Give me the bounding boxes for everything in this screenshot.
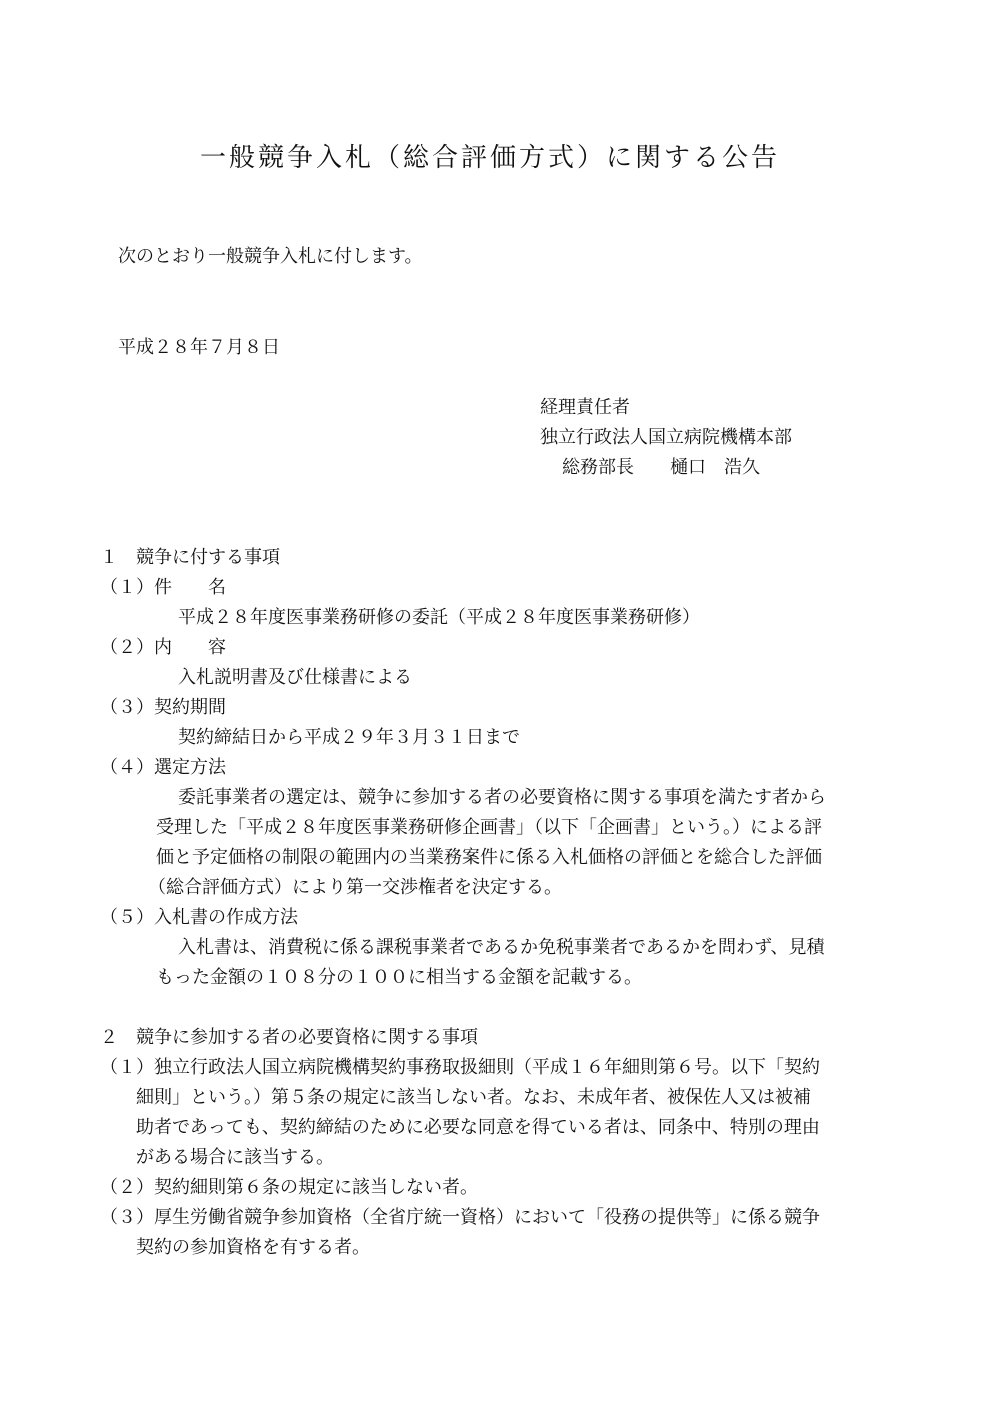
intro-text: 次のとおり一般競争入札に付します。 xyxy=(118,246,423,267)
item-2-1-line: （１）独立行政法人国立病院機構契約事務取扱細則（平成１６年細則第６号。以下「契約 xyxy=(100,1057,820,1078)
item-1-3-label: （３）契約期間 xyxy=(100,697,226,718)
item-1-5-label: （５）入札書の作成方法 xyxy=(100,907,298,928)
section-1-heading: １ 競争に付する事項 xyxy=(100,547,280,568)
item-2-3-line: （３）厚生労働省競争参加資格（全省庁統一資格）において「役務の提供等」に係る競争 xyxy=(100,1207,820,1228)
item-1-5-line: 入札書は、消費税に係る課税事業者であるか免税事業者であるかを問わず、見積 xyxy=(178,937,825,958)
item-2-1-line: 細則」という。）第５条の規定に該当しない者。なお、未成年者、被保佐人又は被補 xyxy=(136,1087,811,1108)
item-1-2-text: 入札説明書及び仕様書による xyxy=(178,667,412,688)
item-1-3-text: 契約締結日から平成２９年３月３１日まで xyxy=(178,727,520,748)
item-1-5-line: もった金額の１０８分の１００に相当する金額を記載する。 xyxy=(156,967,642,988)
document-title: 一般競争入札（総合評価方式）に関する公告 xyxy=(200,143,781,173)
issuer-role: 経理責任者 xyxy=(540,397,630,418)
issuer-name: 総務部長 樋口 浩久 xyxy=(562,457,760,478)
item-1-4-line: 価と予定価格の制限の範囲内の当業務案件に係る入札価格の評価とを総合した評価 xyxy=(156,847,822,868)
item-1-4-label: （４）選定方法 xyxy=(100,757,226,778)
item-1-1-text: 平成２８年度医事業務研修の委託（平成２８年度医事業務研修） xyxy=(178,607,700,628)
item-1-4-line: 委託事業者の選定は、競争に参加する者の必要資格に関する事項を満たす者から xyxy=(178,787,826,808)
item-1-1-label: （１）件 名 xyxy=(100,577,226,598)
item-2-3-line: 契約の参加資格を有する者。 xyxy=(136,1237,370,1258)
issue-date: 平成２８年７月８日 xyxy=(118,337,280,358)
item-1-2-label: （２）内 容 xyxy=(100,637,226,658)
section-2-heading: ２ 競争に参加する者の必要資格に関する事項 xyxy=(100,1027,478,1048)
issuer-organization: 独立行政法人国立病院機構本部 xyxy=(540,427,792,448)
item-2-2-line: （２）契約細則第６条の規定に該当しない者。 xyxy=(100,1177,478,1198)
item-2-1-line: 助者であっても、契約締結のために必要な同意を得ている者は、同条中、特別の理由 xyxy=(136,1117,820,1138)
item-2-1-line: がある場合に該当する。 xyxy=(136,1147,334,1168)
item-1-4-line: 受理した「平成２８年度医事業務研修企画書」（以下「企画書」という。）による評 xyxy=(156,817,822,838)
item-1-4-line: （総合評価方式）により第一交渉権者を決定する。 xyxy=(148,877,562,898)
